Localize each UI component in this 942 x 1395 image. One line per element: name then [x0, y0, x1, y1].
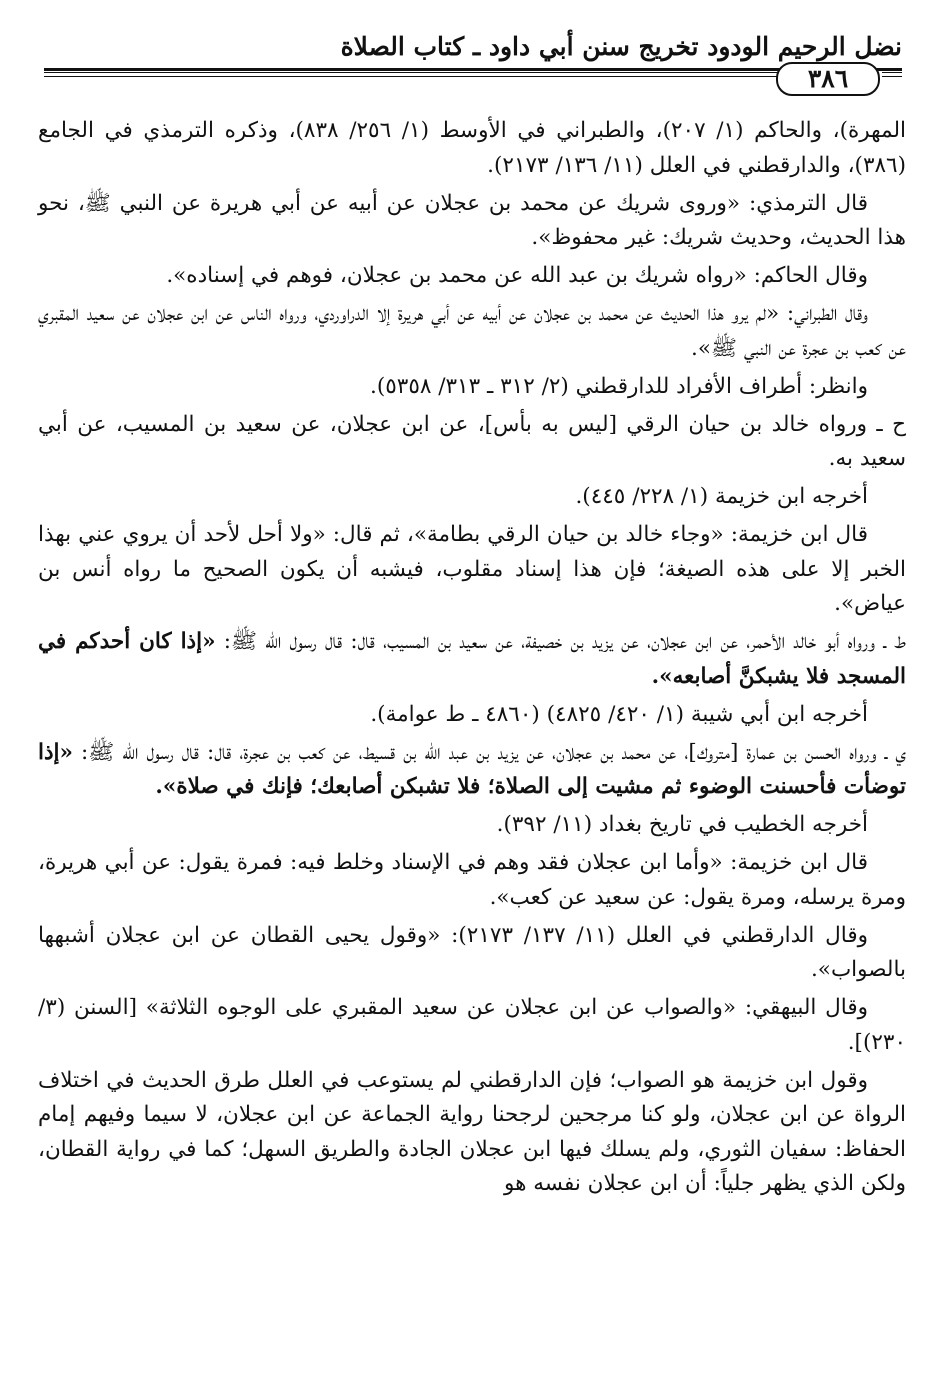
paragraph: [38, 698, 906, 733]
hadith-quote: «إذا توضأت فأحسنت الوضوء ثم مشيت إلى الصلاة؛ فلا تشبكن أصابعك؛ فإنك في صلاة».: [38, 739, 906, 799]
paragraph-text: وقال الدارقطني في العلل (١١/ ١٣٧/ ٢١٧٣): «وقول يحيى القطان عن ابن عجلان أشبهها بالصواب».: [38, 922, 906, 982]
paragraph: [38, 187, 906, 256]
running-header: نضل الرحيم الودود تخريج سنن أبي داود ـ كتاب الصلاة: [340, 32, 902, 61]
paragraph-text: قال ابن خزيمة: «وجاء خالد بن حيان الرقي بطامة»، ثم قال: «ولا أحل لأحد أن يروي عني بهذا الخبر إلا على هذه الصيغة؛ فإن هذا إسناد مقلوب، فيشبه أن يكون الصحيح ما رواه أنس بن عياض».: [38, 522, 906, 616]
paragraph: [38, 625, 906, 694]
paragraph-text: ط ـ ورواه أبو خالد الأحمر، عن ابن عجلان، عن يزيد بن خصيفة، عن سعيد بن المسيب، قال: قال رسول الله ﷺ:: [215, 629, 907, 654]
paragraph-text: وقال الحاكم: «رواه شريك بن عبد الله عن محمد بن عجلان، فوهم في إسناده».: [166, 263, 868, 288]
paragraph-text: وقول ابن خزيمة هو الصواب؛ فإن الدارقطني لم يستوعب في العلل طرق الحديث في اختلاف الرواة عن ابن عجلان، ولو كنا مرجحين لرجحنا رواية الجماعة عن ابن عجلان، لا سيما وفيهم إمام الحفاظ: سفيان الثوري، ولم يسلك فيها ابن عجلان الجادة والطريق السهل؛ كما في رواية القطان، ولكن الذي يظهر جلياً: أن ابن عجلان نفسه هو: [38, 1067, 906, 1196]
body-text: [38, 114, 906, 1205]
page-number-row: [44, 64, 902, 93]
paragraph: [38, 518, 906, 622]
page-number-rule-right: [882, 72, 902, 77]
paragraph-text: المهرة)، والحاكم (١/ ٢٠٧)، والطبراني في الأوسط (١/ ٢٥٦/ ٨٣٨)، وذكره الترمذي في الجامع (٣٨٦)، والدارقطني في العلل (١١/ ١٣٦/ ٢١٧٣).: [38, 118, 907, 178]
paragraph: [38, 991, 906, 1060]
page-number-rule-left: [44, 72, 777, 77]
paragraph-text: وقال البيهقي: «والصواب عن ابن عجلان عن سعيد المقبري على الوجوه الثلاثة» [السنن (٣/ ٢٣٠)].: [38, 995, 906, 1055]
paragraph: [38, 114, 906, 183]
paragraph: [38, 259, 906, 294]
paragraph: [38, 808, 906, 843]
paragraph-text: قال ابن خزيمة: «وأما ابن عجلان فقد وهم في الإسناد وخلط فيه: فمرة يقول: عن أبي هريرة، ومرة يرسله، ومرة يقول: عن سعيد عن كعب».: [38, 850, 906, 910]
paragraph: [38, 370, 906, 405]
paragraph-text: قال الترمذي: «وروى شريك عن محمد بن عجلان عن أبيه عن أبي هريرة عن النبي ﷺ، نحو هذا الحديث، وحديث شريك: غير محفوظ».: [38, 190, 906, 250]
paragraph-text: أخرجه ابن خزيمة (١/ ٢٢٨/ ٤٤٥).: [575, 484, 868, 509]
paragraph: [38, 408, 906, 477]
paragraph-text: وقال الطبراني: «لم يرو هذا الحديث عن محمد بن عجلان عن أبيه عن أبي هريرة إلا الدراوردي، ورواه الناس عن ابن عجلان عن سعيد المقبري عن كعب بن عجرة عن النبي ﷺ».: [38, 301, 906, 361]
paragraph: [38, 919, 906, 988]
hadith-quote: «إذا كان أحدكم في المسجد فلا يشبكنَّ أصابعه».: [38, 629, 906, 689]
paragraph-text: أخرجه ابن أبي شيبة (١/ ٤٢٠/ ٤٨٢٥) (٤٨٦٠ ـ ط عوامة).: [370, 701, 868, 727]
paragraph: [38, 480, 906, 515]
paragraph-text: أخرجه الخطيب في تاريخ بغداد (١١/ ٣٩٢).: [496, 812, 868, 837]
paragraph-text: ح ـ ورواه خالد بن حيان الرقي [ليس به بأس]، عن ابن عجلان، عن سعيد بن المسيب، عن أبي سعيد به.: [38, 411, 906, 471]
paragraph: [38, 297, 906, 366]
paragraph-text: وانظر: أطراف الأفراد للدارقطني (٢/ ٣١٢ ـ ٣١٣/ ٥٣٥٨).: [369, 373, 868, 399]
paragraph-text: ي ـ ورواه الحسن بن عمارة [متروك]، عن محمد بن عجلان، عن يزيد بن عبد الله بن قسيط، عن كعب بن عجرة، قال: قال رسول الله ﷺ:: [72, 739, 906, 765]
paragraph: [38, 1064, 906, 1202]
page-number: ٣٨٦: [776, 62, 880, 96]
paragraph: [38, 846, 906, 915]
paragraph: [38, 736, 906, 805]
